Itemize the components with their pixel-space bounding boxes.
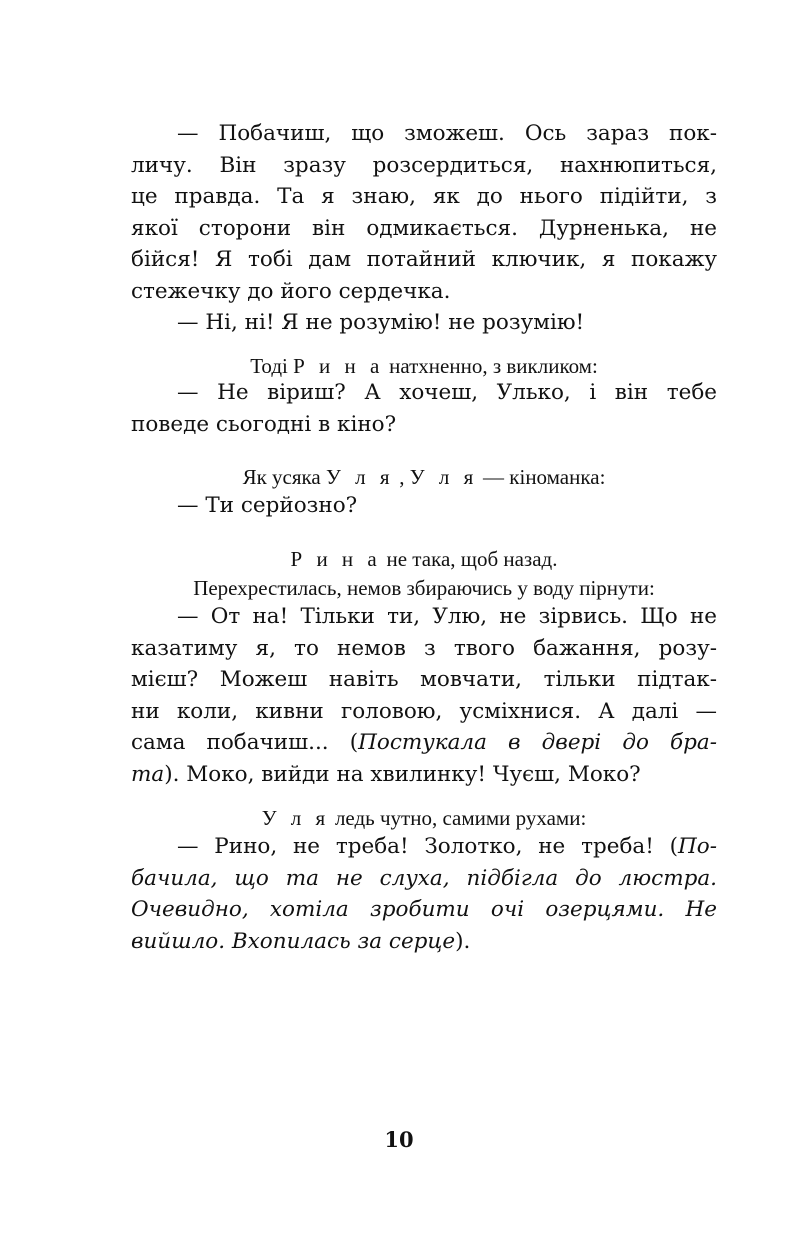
dialogue-block-3 bbox=[131, 490, 717, 522]
text-line: поведе сьогодні в кіно? bbox=[131, 411, 397, 437]
stage-direction-3 bbox=[131, 544, 717, 575]
text-run: ). Моко, вийди на хвилинку! Чуєш, Моко? bbox=[164, 761, 641, 787]
text-line bbox=[131, 727, 717, 759]
text-line: стежечку до його сердечка. bbox=[131, 278, 451, 304]
stage-direction-4 bbox=[131, 803, 717, 834]
text-line: — Не віриш? А хочеш, Улько, і він тебе bbox=[177, 380, 717, 405]
speaker-name: У л я bbox=[261, 806, 330, 830]
stage-text: натхненно, з викликом: bbox=[383, 354, 598, 378]
stage-prefix: Тоді bbox=[250, 354, 294, 378]
italic-text-run: бачила, що та не слуха, підбігла до люстра. bbox=[131, 865, 717, 891]
page-number: 10 bbox=[384, 1127, 414, 1152]
text-run: — Рино, не треба! Золотко, не треба! ( bbox=[177, 834, 679, 859]
stage-direction-2 bbox=[131, 462, 717, 493]
italic-text-run: По- bbox=[678, 834, 717, 859]
dialogue-block-1 bbox=[131, 118, 717, 339]
italic-text-run: Очевидно, хотіла зробити очі озерцями. Не bbox=[131, 897, 717, 922]
stage-prefix: Як усяка bbox=[242, 465, 326, 489]
text-line: — От на! Тільки ти, Улю, не зірвись. Що не bbox=[177, 604, 717, 629]
text-run: ). bbox=[455, 928, 471, 954]
text-line bbox=[131, 831, 717, 863]
text-line: якої сторони він одмикається. Дурненька, не bbox=[131, 215, 717, 241]
italic-text-run: вийшло. Вхопилась за серце bbox=[131, 928, 456, 954]
speaker-name: У л я bbox=[409, 465, 478, 489]
italic-text-run: та bbox=[131, 761, 165, 787]
stage-direction-3-line-2 bbox=[131, 573, 717, 604]
text-line: бійся! Я тобі дам потайний ключик, я покажу bbox=[131, 247, 717, 272]
text-run: сама побачиш... ( bbox=[131, 730, 359, 755]
text-line bbox=[131, 863, 717, 895]
speaker-name: Р и н а bbox=[293, 354, 384, 378]
text-line bbox=[131, 926, 717, 958]
stage-text: , bbox=[394, 465, 410, 489]
dialogue-block-2 bbox=[131, 377, 717, 440]
dialogue-block-4 bbox=[131, 601, 717, 790]
speaker-name: Р и н а bbox=[290, 547, 382, 571]
stage-text: не така, щоб назад. bbox=[381, 547, 558, 571]
dialogue-block-5 bbox=[131, 831, 717, 957]
text-line: — Ні, ні! Я не розумію! не розумію! bbox=[177, 310, 585, 335]
text-line: казатиму я, то немов з твого бажання, розу- bbox=[131, 635, 717, 661]
text-line bbox=[131, 894, 717, 926]
text-line: це правда. Та я знаю, як до нього підійти, з bbox=[131, 184, 717, 209]
text-line: личу. Він зразу розсердиться, нахнюпиться, bbox=[131, 152, 717, 178]
text-line: мієш? Можеш навіть мовчати, тільки підтак- bbox=[131, 667, 717, 692]
text-line: — Ти серйозно? bbox=[177, 493, 358, 518]
italic-text-run: Постукала в двері до бра- bbox=[358, 730, 717, 755]
stage-text: ледь чутно, самими рухами: bbox=[329, 806, 587, 830]
text-line: — Побачиш, що зможеш. Ось зараз пок- bbox=[177, 121, 717, 146]
text-line: ни коли, кивни головою, усміхнися. А далі — bbox=[131, 698, 717, 724]
stage-text: Перехрестилась, немов збираючись у воду пірнути: bbox=[193, 576, 655, 600]
text-line bbox=[131, 759, 717, 791]
speaker-name: У л я bbox=[326, 465, 395, 489]
stage-text: — кіноманка: bbox=[477, 465, 606, 489]
